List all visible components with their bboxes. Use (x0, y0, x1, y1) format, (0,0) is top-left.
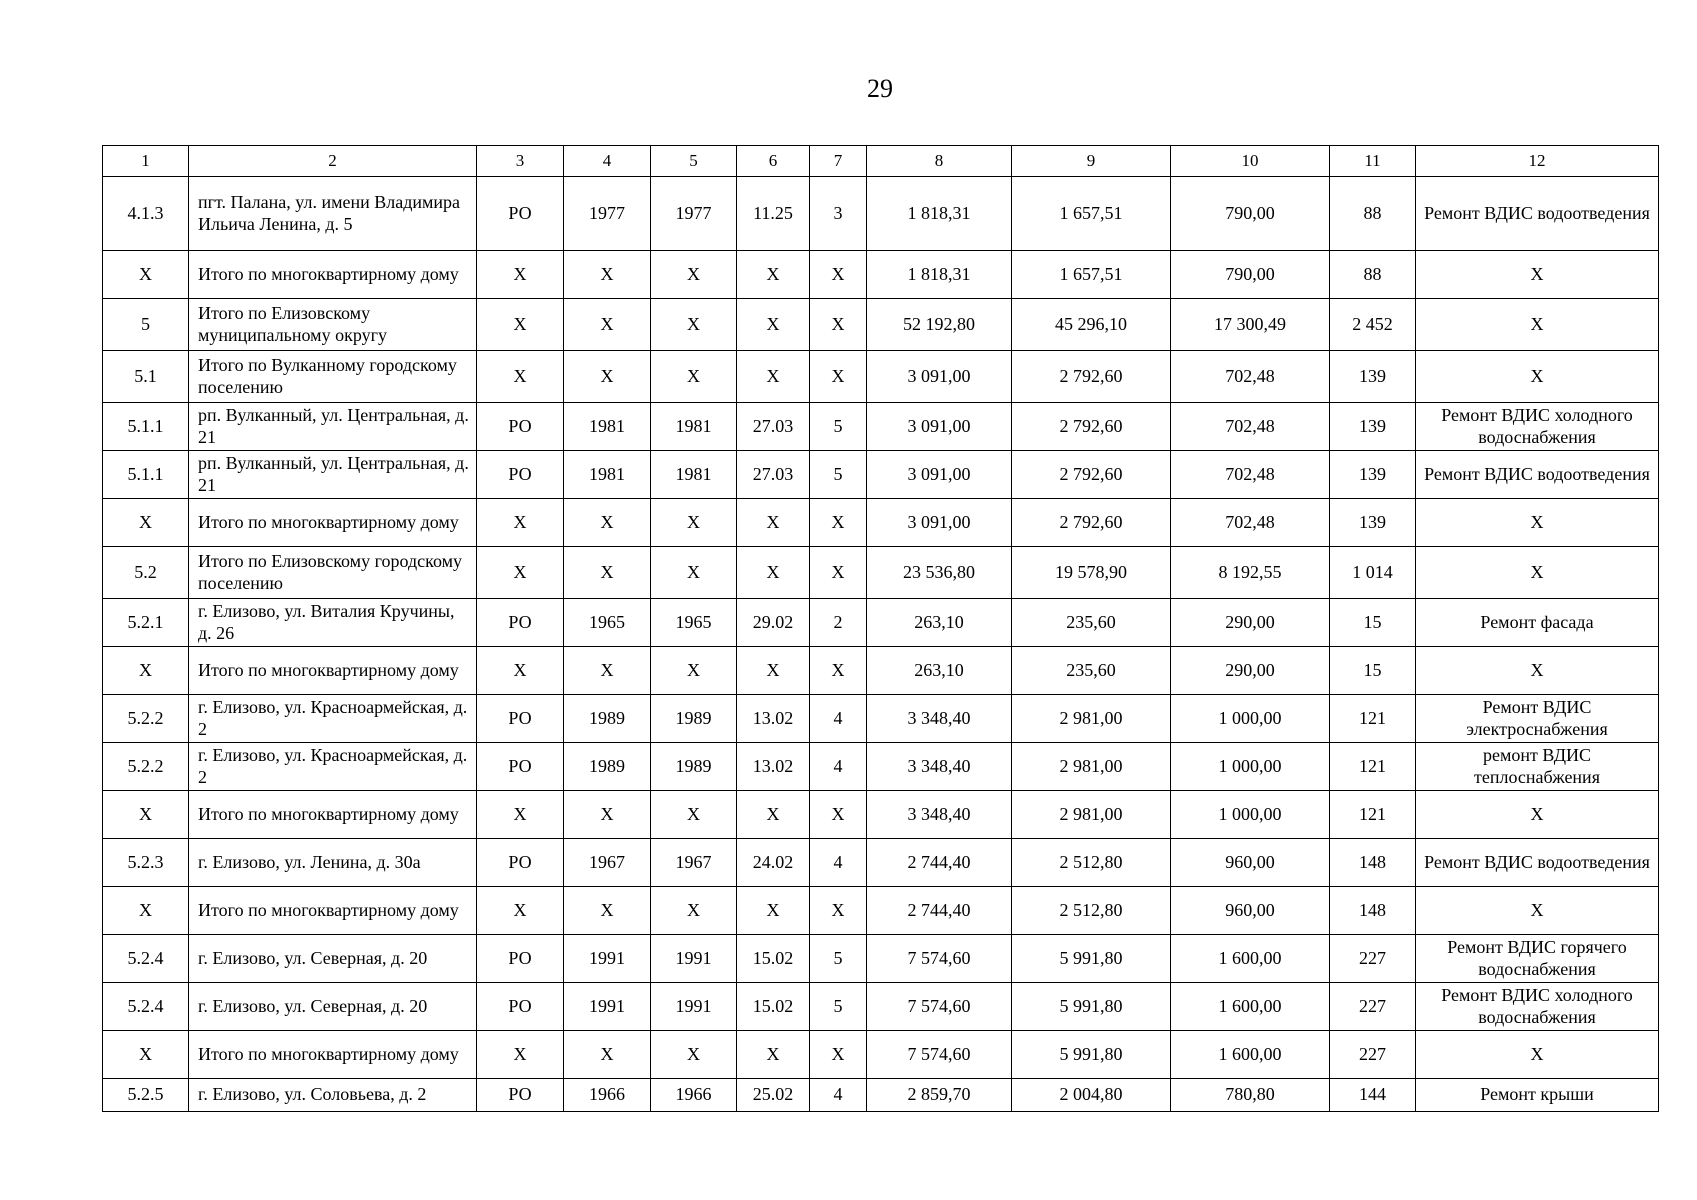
value-col-10-cell: 702,48 (1171, 451, 1330, 499)
column-number-3: 3 (477, 146, 564, 177)
column-number-7: 7 (810, 146, 867, 177)
floors-cell: Х (810, 351, 867, 403)
row-code-cell: 5.1.1 (103, 403, 189, 451)
year-commissioned-cell: Х (651, 791, 737, 839)
table-row (103, 1079, 1659, 1112)
work-type-cell: Х (1416, 499, 1659, 547)
value-col-10-cell: 790,00 (1171, 177, 1330, 251)
column-number-5: 5 (651, 146, 737, 177)
type-cell: Х (477, 1031, 564, 1079)
value-col-10-cell: 1 000,00 (1171, 743, 1330, 791)
type-cell: Х (477, 499, 564, 547)
value-col-9-cell: 2 004,80 (1012, 1079, 1171, 1112)
value-col-8-cell: 2 744,40 (867, 839, 1012, 887)
row-code-cell: 5.1 (103, 351, 189, 403)
type-cell: РО (477, 839, 564, 887)
work-type-cell: Ремонт ВДИС водоотведения (1416, 451, 1659, 499)
table-row (103, 351, 1659, 403)
value-col-9-cell: 5 991,80 (1012, 935, 1171, 983)
year-built-cell: Х (564, 1031, 651, 1079)
row-code-cell: 5.2.5 (103, 1079, 189, 1112)
address-cell: г. Елизово, ул. Ленина, д. 30а (189, 839, 477, 887)
column-number-10: 10 (1171, 146, 1330, 177)
column-number-2: 2 (189, 146, 477, 177)
count-col-11-cell: 15 (1330, 647, 1416, 695)
date-cell: Х (737, 647, 810, 695)
row-code-cell: Х (103, 1031, 189, 1079)
row-code-cell: Х (103, 887, 189, 935)
value-col-10-cell: 290,00 (1171, 599, 1330, 647)
value-col-8-cell: 3 091,00 (867, 403, 1012, 451)
work-type-cell: Х (1416, 251, 1659, 299)
work-type-cell: Х (1416, 791, 1659, 839)
value-col-9-cell: 2 792,60 (1012, 451, 1171, 499)
count-col-11-cell: 139 (1330, 499, 1416, 547)
floors-cell: Х (810, 499, 867, 547)
row-code-cell: 5 (103, 299, 189, 351)
floors-cell: 3 (810, 177, 867, 251)
floors-cell: 5 (810, 935, 867, 983)
floors-cell: Х (810, 1031, 867, 1079)
value-col-8-cell: 263,10 (867, 599, 1012, 647)
value-col-9-cell: 19 578,90 (1012, 547, 1171, 599)
value-col-9-cell: 2 512,80 (1012, 887, 1171, 935)
value-col-10-cell: 702,48 (1171, 403, 1330, 451)
year-commissioned-cell: Х (651, 251, 737, 299)
address-cell: г. Елизово, ул. Виталия Кручины, д. 26 (189, 599, 477, 647)
year-commissioned-cell: 1991 (651, 983, 737, 1031)
value-col-8-cell: 263,10 (867, 647, 1012, 695)
date-cell: 27.03 (737, 403, 810, 451)
type-cell: РО (477, 743, 564, 791)
type-cell: РО (477, 177, 564, 251)
address-cell: Итого по многоквартирному дому (189, 647, 477, 695)
value-col-9-cell: 2 792,60 (1012, 499, 1171, 547)
date-cell: Х (737, 1031, 810, 1079)
value-col-9-cell: 235,60 (1012, 599, 1171, 647)
floors-cell: Х (810, 547, 867, 599)
floors-cell: Х (810, 647, 867, 695)
count-col-11-cell: 139 (1330, 451, 1416, 499)
value-col-8-cell: 3 348,40 (867, 743, 1012, 791)
floors-cell: 5 (810, 403, 867, 451)
count-col-11-cell: 121 (1330, 695, 1416, 743)
type-cell: Х (477, 887, 564, 935)
table-header-row (103, 146, 1659, 177)
count-col-11-cell: 88 (1330, 177, 1416, 251)
date-cell: Х (737, 547, 810, 599)
work-type-cell: Ремонт ВДИС электроснабжения (1416, 695, 1659, 743)
floors-cell: 4 (810, 743, 867, 791)
value-col-9-cell: 2 512,80 (1012, 839, 1171, 887)
value-col-8-cell: 3 091,00 (867, 499, 1012, 547)
table-row (103, 599, 1659, 647)
count-col-11-cell: 15 (1330, 599, 1416, 647)
value-col-9-cell: 2 981,00 (1012, 743, 1171, 791)
year-commissioned-cell: 1965 (651, 599, 737, 647)
date-cell: 15.02 (737, 983, 810, 1031)
table-row (103, 177, 1659, 251)
count-col-11-cell: 1 014 (1330, 547, 1416, 599)
year-built-cell: 1991 (564, 983, 651, 1031)
year-commissioned-cell: 1981 (651, 451, 737, 499)
floors-cell: 4 (810, 695, 867, 743)
work-type-cell: Х (1416, 1031, 1659, 1079)
table-row (103, 695, 1659, 743)
type-cell: Х (477, 547, 564, 599)
floors-cell: Х (810, 887, 867, 935)
value-col-10-cell: 702,48 (1171, 499, 1330, 547)
count-col-11-cell: 227 (1330, 983, 1416, 1031)
address-cell: г. Елизово, ул. Северная, д. 20 (189, 935, 477, 983)
address-cell: Итого по Елизовскому муниципальному округу (189, 299, 477, 351)
year-built-cell: 1965 (564, 599, 651, 647)
value-col-8-cell: 3 348,40 (867, 791, 1012, 839)
row-code-cell: 4.1.3 (103, 177, 189, 251)
address-cell: г. Елизово, ул. Красноармейская, д. 2 (189, 695, 477, 743)
year-built-cell: Х (564, 647, 651, 695)
count-col-11-cell: 2 452 (1330, 299, 1416, 351)
row-code-cell: Х (103, 791, 189, 839)
work-type-cell: Ремонт ВДИС водоотведения (1416, 839, 1659, 887)
value-col-8-cell: 3 348,40 (867, 695, 1012, 743)
date-cell: Х (737, 887, 810, 935)
year-built-cell: Х (564, 791, 651, 839)
count-col-11-cell: 144 (1330, 1079, 1416, 1112)
address-cell: Итого по многоквартирному дому (189, 251, 477, 299)
column-number-9: 9 (1012, 146, 1171, 177)
table-row (103, 1031, 1659, 1079)
work-type-cell: Ремонт ВДИС водоотведения (1416, 177, 1659, 251)
row-code-cell: 5.2.4 (103, 983, 189, 1031)
column-number-4: 4 (564, 146, 651, 177)
data-table (102, 145, 1659, 1112)
date-cell: Х (737, 791, 810, 839)
row-code-cell: 5.2.4 (103, 935, 189, 983)
row-code-cell: Х (103, 251, 189, 299)
value-col-9-cell: 235,60 (1012, 647, 1171, 695)
date-cell: 15.02 (737, 935, 810, 983)
year-commissioned-cell: Х (651, 1031, 737, 1079)
column-number-12: 12 (1416, 146, 1659, 177)
work-type-cell: Ремонт ВДИС холодного водоснабжения (1416, 983, 1659, 1031)
table-row (103, 547, 1659, 599)
row-code-cell: 5.2.2 (103, 743, 189, 791)
value-col-10-cell: 1 000,00 (1171, 791, 1330, 839)
type-cell: Х (477, 299, 564, 351)
count-col-11-cell: 148 (1330, 887, 1416, 935)
address-cell: рп. Вулканный, ул. Центральная, д. 21 (189, 403, 477, 451)
address-cell: рп. Вулканный, ул. Центральная, д. 21 (189, 451, 477, 499)
value-col-9-cell: 2 981,00 (1012, 695, 1171, 743)
table-row (103, 839, 1659, 887)
table-row (103, 499, 1659, 547)
value-col-9-cell: 2 792,60 (1012, 403, 1171, 451)
year-commissioned-cell: Х (651, 351, 737, 403)
column-number-1: 1 (103, 146, 189, 177)
row-code-cell: 5.2.2 (103, 695, 189, 743)
value-col-8-cell: 1 818,31 (867, 177, 1012, 251)
value-col-9-cell: 5 991,80 (1012, 1031, 1171, 1079)
table-row (103, 647, 1659, 695)
count-col-11-cell: 139 (1330, 351, 1416, 403)
year-built-cell: 1981 (564, 403, 651, 451)
count-col-11-cell: 227 (1330, 935, 1416, 983)
year-commissioned-cell: Х (651, 547, 737, 599)
year-commissioned-cell: 1967 (651, 839, 737, 887)
value-col-10-cell: 702,48 (1171, 351, 1330, 403)
address-cell: г. Елизово, ул. Соловьева, д. 2 (189, 1079, 477, 1112)
type-cell: РО (477, 1079, 564, 1112)
address-cell: Итого по Вулканному городскому поселению (189, 351, 477, 403)
value-col-10-cell: 960,00 (1171, 839, 1330, 887)
value-col-8-cell: 23 536,80 (867, 547, 1012, 599)
row-code-cell: Х (103, 647, 189, 695)
type-cell: РО (477, 451, 564, 499)
year-built-cell: 1966 (564, 1079, 651, 1112)
date-cell: 29.02 (737, 599, 810, 647)
floors-cell: Х (810, 791, 867, 839)
value-col-10-cell: 17 300,49 (1171, 299, 1330, 351)
year-commissioned-cell: 1989 (651, 743, 737, 791)
count-col-11-cell: 121 (1330, 791, 1416, 839)
row-code-cell: Х (103, 499, 189, 547)
date-cell: 13.02 (737, 695, 810, 743)
value-col-8-cell: 2 859,70 (867, 1079, 1012, 1112)
count-col-11-cell: 121 (1330, 743, 1416, 791)
table-row (103, 403, 1659, 451)
work-type-cell: ремонт ВДИС теплоснабжения (1416, 743, 1659, 791)
value-col-8-cell: 7 574,60 (867, 935, 1012, 983)
date-cell: 27.03 (737, 451, 810, 499)
year-commissioned-cell: Х (651, 299, 737, 351)
year-built-cell: Х (564, 499, 651, 547)
date-cell: Х (737, 351, 810, 403)
year-built-cell: 1967 (564, 839, 651, 887)
value-col-8-cell: 7 574,60 (867, 983, 1012, 1031)
value-col-10-cell: 1 600,00 (1171, 1031, 1330, 1079)
table-row (103, 791, 1659, 839)
value-col-9-cell: 1 657,51 (1012, 177, 1171, 251)
address-cell: пгт. Палана, ул. имени Владимира Ильича Ленина, д. 5 (189, 177, 477, 251)
year-built-cell: 1989 (564, 695, 651, 743)
table-row (103, 743, 1659, 791)
address-cell: г. Елизово, ул. Красноармейская, д. 2 (189, 743, 477, 791)
value-col-8-cell: 52 192,80 (867, 299, 1012, 351)
value-col-10-cell: 1 000,00 (1171, 695, 1330, 743)
work-type-cell: Х (1416, 547, 1659, 599)
type-cell: РО (477, 983, 564, 1031)
work-type-cell: Х (1416, 351, 1659, 403)
year-built-cell: 1981 (564, 451, 651, 499)
address-cell: Итого по Елизовскому городскому поселению (189, 547, 477, 599)
row-code-cell: 5.2.3 (103, 839, 189, 887)
count-col-11-cell: 148 (1330, 839, 1416, 887)
date-cell: Х (737, 499, 810, 547)
type-cell: Х (477, 791, 564, 839)
value-col-9-cell: 45 296,10 (1012, 299, 1171, 351)
date-cell: 13.02 (737, 743, 810, 791)
year-built-cell: 1989 (564, 743, 651, 791)
address-cell: Итого по многоквартирному дому (189, 887, 477, 935)
value-col-8-cell: 3 091,00 (867, 351, 1012, 403)
year-commissioned-cell: 1977 (651, 177, 737, 251)
count-col-11-cell: 227 (1330, 1031, 1416, 1079)
type-cell: Х (477, 251, 564, 299)
year-commissioned-cell: Х (651, 647, 737, 695)
floors-cell: Х (810, 251, 867, 299)
year-commissioned-cell: 1989 (651, 695, 737, 743)
count-col-11-cell: 88 (1330, 251, 1416, 299)
table-body (103, 177, 1659, 1112)
row-code-cell: 5.2.1 (103, 599, 189, 647)
column-number-6: 6 (737, 146, 810, 177)
year-built-cell: 1977 (564, 177, 651, 251)
value-col-8-cell: 3 091,00 (867, 451, 1012, 499)
year-commissioned-cell: 1966 (651, 1079, 737, 1112)
value-col-10-cell: 8 192,55 (1171, 547, 1330, 599)
date-cell: Х (737, 299, 810, 351)
floors-cell: 4 (810, 1079, 867, 1112)
value-col-9-cell: 2 792,60 (1012, 351, 1171, 403)
year-built-cell: 1991 (564, 935, 651, 983)
page-number: 29 (867, 74, 893, 103)
year-built-cell: Х (564, 547, 651, 599)
table-row (103, 983, 1659, 1031)
value-col-10-cell: 960,00 (1171, 887, 1330, 935)
value-col-10-cell: 1 600,00 (1171, 935, 1330, 983)
value-col-10-cell: 290,00 (1171, 647, 1330, 695)
value-col-10-cell: 1 600,00 (1171, 983, 1330, 1031)
type-cell: Х (477, 647, 564, 695)
column-number-8: 8 (867, 146, 1012, 177)
value-col-9-cell: 1 657,51 (1012, 251, 1171, 299)
address-cell: г. Елизово, ул. Северная, д. 20 (189, 983, 477, 1031)
value-col-10-cell: 780,80 (1171, 1079, 1330, 1112)
work-type-cell: Х (1416, 299, 1659, 351)
work-type-cell: Ремонт крыши (1416, 1079, 1659, 1112)
column-number-11: 11 (1330, 146, 1416, 177)
date-cell: 25.02 (737, 1079, 810, 1112)
row-code-cell: 5.2 (103, 547, 189, 599)
row-code-cell: 5.1.1 (103, 451, 189, 499)
work-type-cell: Ремонт ВДИС горячего водоснабжения (1416, 935, 1659, 983)
year-commissioned-cell: 1981 (651, 403, 737, 451)
type-cell: РО (477, 935, 564, 983)
type-cell: Х (477, 351, 564, 403)
floors-cell: Х (810, 299, 867, 351)
year-commissioned-cell: Х (651, 499, 737, 547)
floors-cell: 2 (810, 599, 867, 647)
value-col-8-cell: 1 818,31 (867, 251, 1012, 299)
value-col-10-cell: 790,00 (1171, 251, 1330, 299)
table-row (103, 451, 1659, 499)
value-col-9-cell: 2 981,00 (1012, 791, 1171, 839)
work-type-cell: Ремонт ВДИС холодного водоснабжения (1416, 403, 1659, 451)
table-row (103, 299, 1659, 351)
type-cell: РО (477, 599, 564, 647)
floors-cell: 5 (810, 451, 867, 499)
address-cell: Итого по многоквартирному дому (189, 1031, 477, 1079)
floors-cell: 5 (810, 983, 867, 1031)
floors-cell: 4 (810, 839, 867, 887)
table-row (103, 935, 1659, 983)
value-col-9-cell: 5 991,80 (1012, 983, 1171, 1031)
value-col-8-cell: 2 744,40 (867, 887, 1012, 935)
type-cell: РО (477, 695, 564, 743)
date-cell: 11.25 (737, 177, 810, 251)
type-cell: РО (477, 403, 564, 451)
count-col-11-cell: 139 (1330, 403, 1416, 451)
year-built-cell: Х (564, 887, 651, 935)
address-cell: Итого по многоквартирному дому (189, 791, 477, 839)
year-commissioned-cell: 1991 (651, 935, 737, 983)
work-type-cell: Ремонт фасада (1416, 599, 1659, 647)
work-type-cell: Х (1416, 647, 1659, 695)
year-built-cell: Х (564, 251, 651, 299)
date-cell: Х (737, 251, 810, 299)
date-cell: 24.02 (737, 839, 810, 887)
address-cell: Итого по многоквартирному дому (189, 499, 477, 547)
year-commissioned-cell: Х (651, 887, 737, 935)
table-row (103, 887, 1659, 935)
work-type-cell: Х (1416, 887, 1659, 935)
year-built-cell: Х (564, 299, 651, 351)
table-row (103, 251, 1659, 299)
value-col-8-cell: 7 574,60 (867, 1031, 1012, 1079)
year-built-cell: Х (564, 351, 651, 403)
